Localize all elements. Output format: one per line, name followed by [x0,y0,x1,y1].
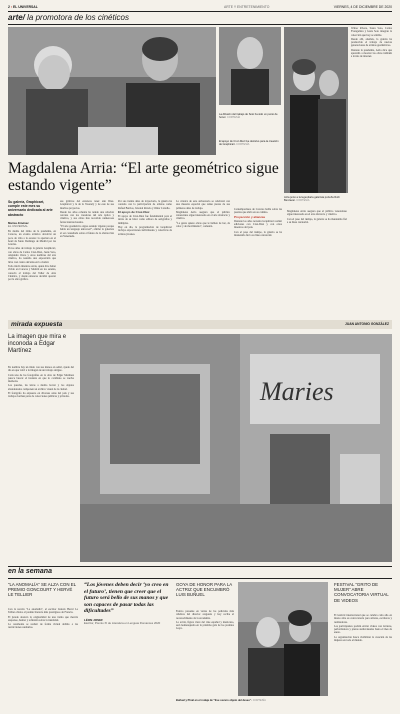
photo2-credit: CORTESÍA [236,143,250,147]
semana-divider-top [8,566,392,567]
mirada-paragraph: Las paredes, las letras a medio borrar y los objetos abandonados componen un archivo visual de la ciudad. [8,384,74,391]
semana-article1-body [8,608,78,708]
article-column-3 [118,200,172,317]
section-divider [8,24,392,25]
photo3-caption-text: Arria junto a la legendaria galerista porteña Ruth Benzacar. [284,196,340,203]
photo-cruz-diez-svg [219,27,281,105]
photo-arria-with-artist [8,27,216,155]
semana-article1-paragraph: El jurado destacó la originalidad de una trama que mezcla suspenso, humor y reflexión sobre la identidad. [8,615,78,622]
col3-paragraph: Hoy en día, la programación de Graphicart incluye exposiciones individuales y colectivas de artistas jóvenes. [118,226,172,236]
col5b-paragraph: Con el paso del tiempo, la galería se ha mantenido fiel a su línea curatorial. [287,217,347,224]
article-column-2 [60,200,114,317]
photo-cruz-diez [219,27,281,105]
mirada-paragraph: El fotógrafo ha expuesto en diversas salas del país y sus trabajos forman parte de colecciones públicas y privadas. [8,392,74,399]
col6-paragraph: Durante la pandemia, Arria dice que aprendió a mostrar las obras también a través de internet. [351,48,392,59]
photo-benzacar-svg [284,27,348,193]
photo3-credit: CORTESÍA [296,199,310,203]
photo4-caption [176,699,328,702]
article-column-5 [234,208,282,317]
byline-author: Marisa Jiménez [8,221,29,225]
page-number: 2 [8,5,10,9]
semana-article4-paragraph: Las participantes podrán enviar videos con lecturas, performances y piezas audiovisuales hasta el mes de enero. [334,624,392,635]
col5-paragraph: Contemporáneo de Caracas habla sobre las puertas que abrió en su camino. [234,208,282,215]
header-divider [8,11,392,12]
col2-paragraph: sus gráficas del entonces tener aún Diez. Graphicart y la de la Vasarely y de este de sus muchos proyectos. [60,200,114,210]
section-title [8,13,129,23]
col1-paragraph: Pocos años de trabajo la galería Graphicart, con obras de Carlos Cruz-Diez, Jesús Soto, Alejandro Otero y otros nombres del arte cinético, ha reunido una exposición que lleva casi cuatro décadas en la ciudad. [8,247,56,264]
semana-article3-title: GOYA DE HONOR PARA LA ACTRIZ QUE ENCUMBRÓ LUIS BUÑUEL [176,582,232,598]
page-header [8,4,392,10]
photo3-caption [284,196,348,202]
section-title-rest: la promotora de los cinéticos [24,13,129,22]
photo1-credit: CORTESÍA [226,116,241,120]
col3-paragraph: Por sus treinta años de trayectoria, la galería ha contado con la participación de artistas como Rafael Barrios, Juvenal Ravelo y Omar Carreño. [118,200,172,210]
photo-mirada-svg [80,334,392,562]
photo-mirada-expuesta [80,334,392,562]
byline-org: EL UNIVERSAL [8,224,28,229]
byline [8,222,56,229]
newspaper-name: EL UNIVERSAL [13,5,38,9]
col1-paragraph: Todo inició mientras Arria, quien dice haber vivido en Caracas y Madrid en los setenta, conoció el trabajo del Taller de Arte Cinético, y desde entonces decidió apostar por la obra gráfica. [8,264,56,282]
col3-subhead: El apoyo de Cruz-Diez [118,209,150,214]
col5-paragraph: Con el paso del tiempo, la galería se ha mantenido fiel a su línea curatorial. [234,230,282,238]
photo-mirada-sign: Maries [260,377,334,406]
semana-article3-paragraph: Estuvo presente en varias de las películas más célebres del director aragonés y hoy recibe el reconocimiento de la Academia. [176,610,234,620]
photo4-credit: CORTESÍA [252,699,266,702]
photo-arria-benzacar [284,27,348,193]
mirada-label: mirada expuesta [11,321,63,328]
quote-source: Escritor, Premio XI de Literatura en Lenguas Romances 2020 [84,620,161,625]
col1-paragraph: En medio del ritmo de la pandemia, en Caracas, un evento artístico devolvió un poco de vida a la escena: la apertura en el hotel de Santo Domingo de Madrid por las Gracias. [8,230,56,247]
semana-article4-paragraph: La organización busca visibilizar la creación de las mujeres en todo el mundo. [334,635,392,643]
semana-article4-paragraph: El festival internacional que se celebra cada año en marzo abre su convocatoria para artistas, escritoras y realizadoras. [334,614,392,624]
main-headline: Magdalena Arria: “El arte geométrico sigue estando vigente” [8,160,279,194]
col4-paragraph: La crónica de este aniversario se celebrará con una muestra especial que reúne piezas de sus primeros años de trabajo. [176,200,230,210]
mirada-paragraph: En nombre hay un título con sus manos en señal, ayudo del día en que volví a la imagen de un trabajo antiguo. [8,366,74,373]
col6-paragraph: Desde allí, además, la galería ha promovido el trabajo de nuevas generaciones de artistas geométricos. [351,37,392,48]
standfirst: Su galería, Graphicart, cumple este mes su aniversario dedicada al arte abstracto [8,200,53,217]
separator-icon: ▪ [10,5,13,9]
col3-paragraph: El apoyo de Cruz-Diez fue fundamental para el inicio de su labor como editora de serigrafías y múltiples. [118,215,172,225]
photo1-caption-text: La difusión del trabajo de Soto ha sido un punto de honor. [219,113,278,120]
mirada-author: JUAN ANTONIO GONZÁLEZ [345,322,389,326]
photo-arria-svg [8,27,216,155]
col2-paragraph: Desde los años ochenta ha tenido una relación cercana con los creadores del arte óptico y cinético, y sus obras han recorrido numerosas ferias internacionales. [60,210,114,224]
col6-paragraph: Walter Rivera, Sanra Soto, Carlos Evangelista y Jesús Soto integran la colección que hoy se exhibe. [351,27,392,37]
mirada-body [8,366,74,558]
header-date: VIERNES, 4 DE DICIEMBRE DE 2020 [333,5,392,9]
quote-author: LÉON JOSEF [84,617,104,622]
col2-paragraph: “El arte geométrico sigue estando vigente porque habla un lenguaje universal”, afirmó la galerista al ser consultada sobre el futuro de la abstracción en Venezuela. [60,225,114,238]
article-column-5b [287,210,347,317]
semana-article4-body [334,614,392,708]
article-column-1 [8,230,56,317]
photo1-caption [219,113,279,119]
semana-article3-paragraph: La actriz, figura clave del cine español y mexicano, será homenajeada en la próxima gala de los premios Goya. [176,620,234,631]
photo-bunuel-pinal [238,582,328,696]
col4-paragraph: “La gente quiere obras que le hablen de luz, de color y de movimiento”, comentó. [176,221,230,229]
mirada-title: La imagen que mira e inconoda a Edgar Martínez [8,334,67,354]
col5b-paragraph: Magdalena Arria asegura que el público venezolano sigue interesado en el arte abstracto y cinético. [287,210,347,217]
quote-text: “Los jóvenes deben decir ‘yo creo en el futuro’, tienen que creer que el futuro será bello de sus manos y que son capaces de pasar todas las dificultades” [84,582,169,615]
semana-article1-paragraph: Con la novela “La anomalía”, el escritor francés Hervé Le Tellier obtuvo el premio literario más prestigioso de Francia. [8,608,78,615]
photo-bunuel-svg [238,582,328,696]
article-column-4 [176,200,230,317]
col5-paragraph: Durante los años noventa Graphicart realizó ediciones con Cruz-Diez y con otros maestros del país. [234,219,282,230]
header-section: ARTE Y ENTRETENIMIENTO [224,5,270,9]
semana-label: en la semana [8,568,52,575]
photo2-caption-text: El apoyo de Cruz-Diez fue decisivo para la creación de Graphicart. [219,140,279,147]
semana-article1-paragraph: La ceremonia se realizó de forma virtual debido a las restricciones sanitarias. [8,623,78,630]
semana-article1-title: “LA ANOMALÍA” SE ALZA CON EL PREMIO GONCOURT Y HERVÉ LE TELLIER [8,582,76,598]
photo2-caption [219,140,279,146]
photo4-caption-text: Buñuel y Pinal en el rodaje de “Ese oscuro objeto del deseo”. [176,699,252,702]
semana-divider [8,578,392,579]
col4-paragraph: Magdalena Arria asegura que el público venezolano sigue interesado en el arte abstracto y cinético. [176,210,230,221]
semana-quote-block [84,582,170,708]
semana-article3-body [176,610,234,650]
col5-subhead: Proyección y alianzas [234,214,266,219]
article-column-6 [351,27,392,317]
semana-article4-title: FESTIVAL “GRITO DE MUJER” ABRE CONVOCATORIA VIRTUAL DE VIDEOS [334,582,389,603]
mirada-paragraph: Cada una de las fotografías en la obra de Edgar Martínez parece buscar el instante en que lo cotidiano se vuelve memoria. [8,373,74,384]
section-title-strong: arte/ [8,13,25,22]
mirada-bar [8,320,392,329]
